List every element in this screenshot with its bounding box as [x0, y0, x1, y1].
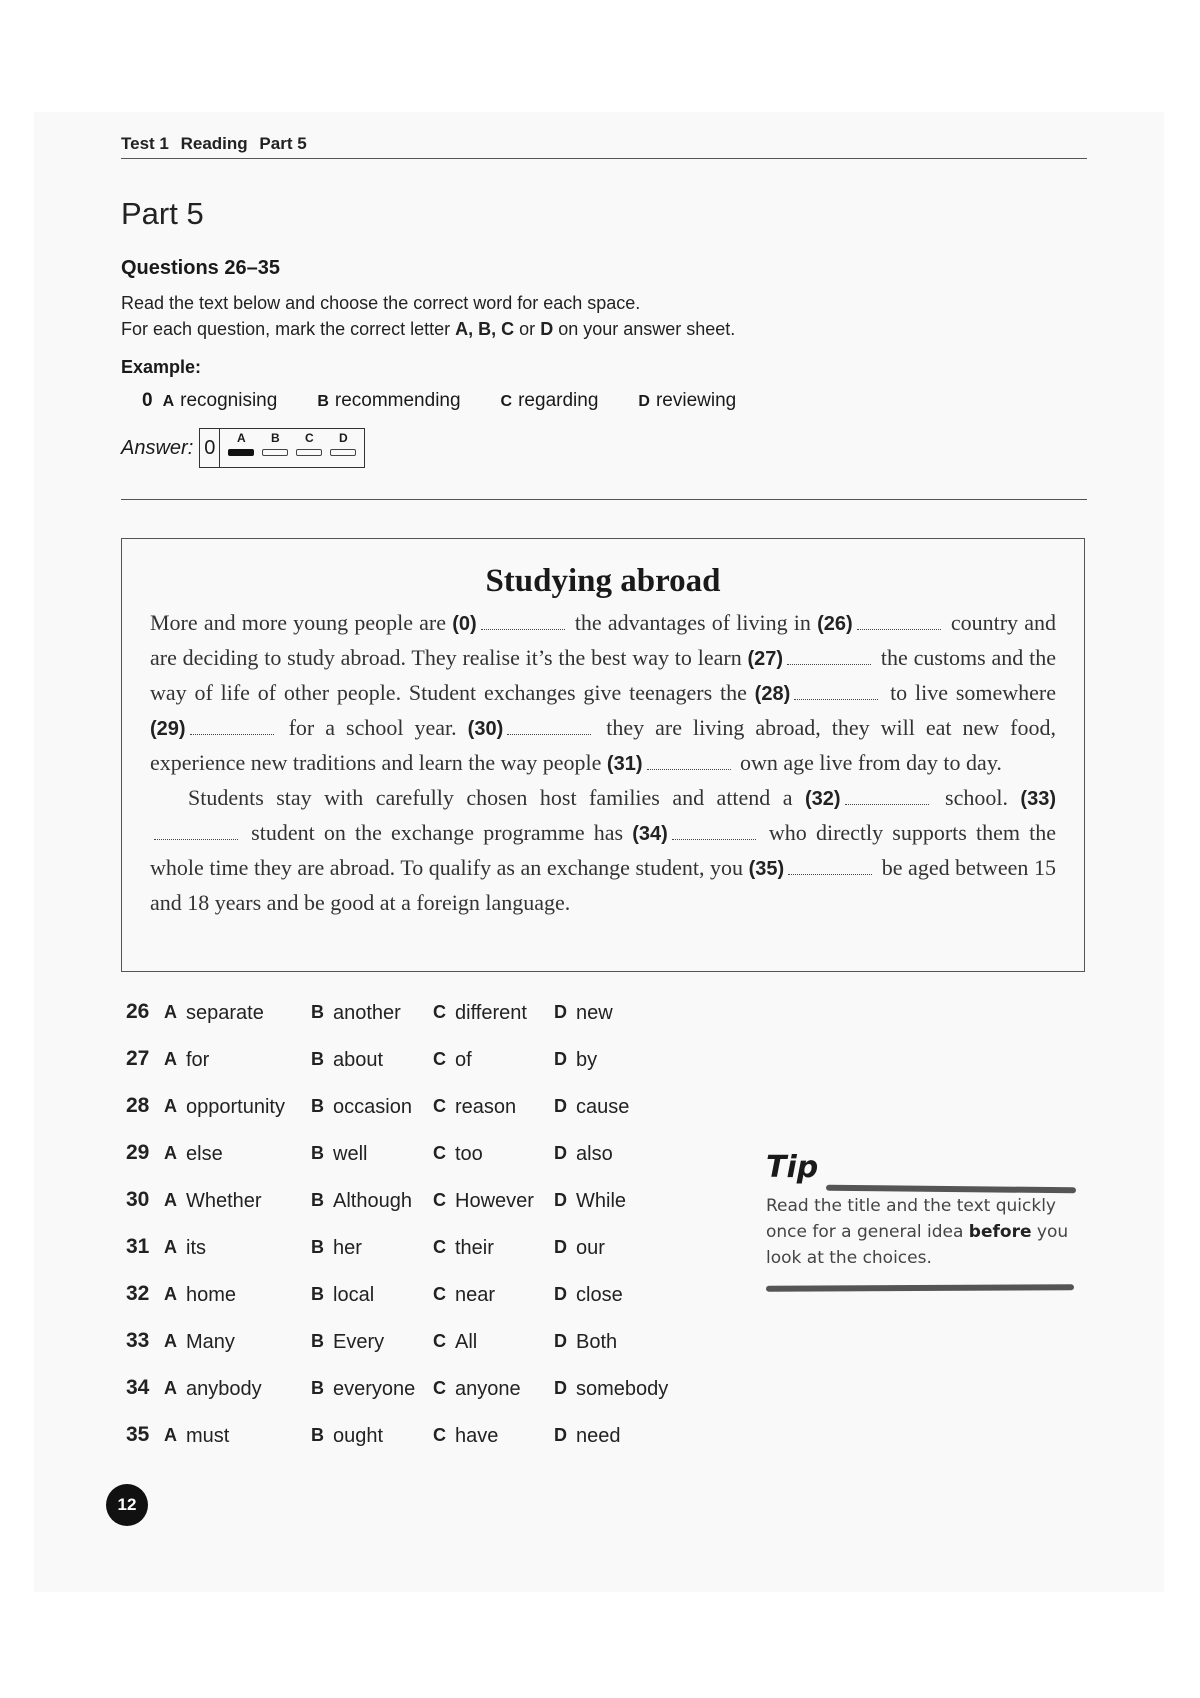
choice-row: 30 A Whether B Although C However D While	[126, 1188, 627, 1212]
gap-number: (33)	[1020, 788, 1056, 810]
header-part: Part 5	[259, 134, 307, 153]
choice-row: 33 A Many B Every C All D Both	[126, 1329, 618, 1353]
instruction-text: For each question, mark the correct letter	[121, 319, 456, 339]
gap-number: (32)	[804, 788, 841, 810]
gap-number: (30)	[467, 718, 504, 740]
choice-row: 34 A anybody B everyone C anyone D somebody	[126, 1376, 669, 1400]
answer-grid	[199, 428, 365, 468]
example-option: A recognising	[162, 390, 278, 411]
choice-row: 32 A home B local C near D close	[126, 1282, 623, 1306]
gap-number: (0)	[452, 613, 477, 635]
example-option: C regarding	[500, 390, 599, 411]
part-title: Part 5	[121, 196, 204, 231]
instruction-text: or	[514, 319, 541, 339]
instruction-text: on your answer sheet.	[553, 319, 736, 339]
text-body	[150, 606, 1056, 919]
choice-row: 28 A opportunity B occasion C reason D cause	[126, 1094, 630, 1118]
example-number: 0	[142, 390, 153, 411]
paragraph-1: More and more young people are (0) the advantages of living in (26) country and are deciding to study abroad. They realise it’s the best way to learn (27) the customs and the way of life of other people. Student exchanges give teenagers the (28) to live somewhere (29) for a school year. (30) they are living abroad, they will eat new food, experience new traditions and learn the way people (31) own age live from day to day.	[150, 610, 1057, 775]
choice-row: 29 A else B well C too D also	[126, 1141, 613, 1165]
gap-number: (28)	[754, 683, 791, 705]
header-test: Test 1	[121, 134, 169, 153]
gap-number: (35)	[748, 858, 785, 880]
header-section: Reading	[180, 134, 248, 153]
answer-choices	[126, 1000, 694, 1470]
tip-bottom-line	[766, 1284, 1074, 1292]
answer-label: Answer:	[121, 436, 194, 459]
gap-blank	[190, 722, 274, 735]
text-title: Studying abroad	[485, 563, 721, 599]
example-option: B recommending	[317, 390, 461, 411]
gap-blank	[154, 827, 238, 840]
instruction-line-1: Read the text below and choose the correct word for each space.	[121, 293, 641, 313]
gap-blank	[507, 722, 591, 735]
gap-number: (27)	[747, 648, 784, 670]
choice-row: 31 A its B her C their D our	[126, 1235, 605, 1259]
reading-text-box	[121, 538, 1085, 972]
example-options	[142, 390, 776, 412]
gap-blank	[787, 652, 871, 665]
gap-blank	[481, 617, 565, 630]
answer-cell-d: D	[329, 431, 357, 465]
choice-row: 35 A must B ought C have D need	[126, 1423, 621, 1447]
gap-blank	[672, 827, 756, 840]
gap-blank	[845, 792, 929, 805]
example-answer	[121, 428, 365, 468]
instruction-letters: A, B, C	[455, 319, 515, 339]
gap-number: (34)	[632, 823, 668, 845]
answer-cell-b: B	[261, 431, 289, 465]
answer-mark-empty	[262, 449, 288, 456]
running-header	[121, 134, 1087, 159]
gap-blank	[647, 757, 731, 770]
answer-cell-a: A	[227, 431, 255, 465]
gap-number: (31)	[606, 753, 643, 775]
tip-title: Tip	[766, 1150, 819, 1185]
divider	[121, 499, 1087, 500]
gap-number: (29)	[150, 718, 186, 740]
tip-box	[766, 1150, 1076, 1291]
choice-row: 27 A for B about C of D by	[126, 1047, 598, 1071]
tip-emphasis: before	[968, 1222, 1032, 1242]
tip-text: Read the title and the text quickly once for a general idea before you look at the choices.	[766, 1196, 1069, 1268]
instruction-letter-d: D	[540, 319, 554, 339]
answer-number: 0	[200, 429, 220, 467]
choice-row: 26 A separate B another C different D new	[126, 1000, 613, 1024]
example-label: Example:	[121, 357, 202, 377]
answer-mark-filled	[228, 449, 254, 456]
answer-mark-empty	[330, 449, 356, 456]
paragraph-2: Students stay with carefully chosen host families and attend a (32) school. (33) student on the exchange programme has (34) who directly supports them the whole time they are abroad. To qualify as an exchange student, you (35) be aged between 15 and 18 years and be good at a foreign language.	[150, 785, 1056, 915]
answer-cell-c: C	[295, 431, 323, 465]
instruction-line-2	[121, 319, 735, 340]
questions-title: Questions 26–35	[121, 257, 280, 279]
gap-blank	[857, 617, 941, 630]
example-option: D reviewing	[638, 390, 737, 411]
gap-number: (26)	[817, 613, 853, 635]
gap-blank	[788, 862, 872, 875]
answer-mark-empty	[296, 449, 322, 456]
gap-blank	[794, 687, 878, 700]
page-number: 12	[106, 1484, 148, 1526]
